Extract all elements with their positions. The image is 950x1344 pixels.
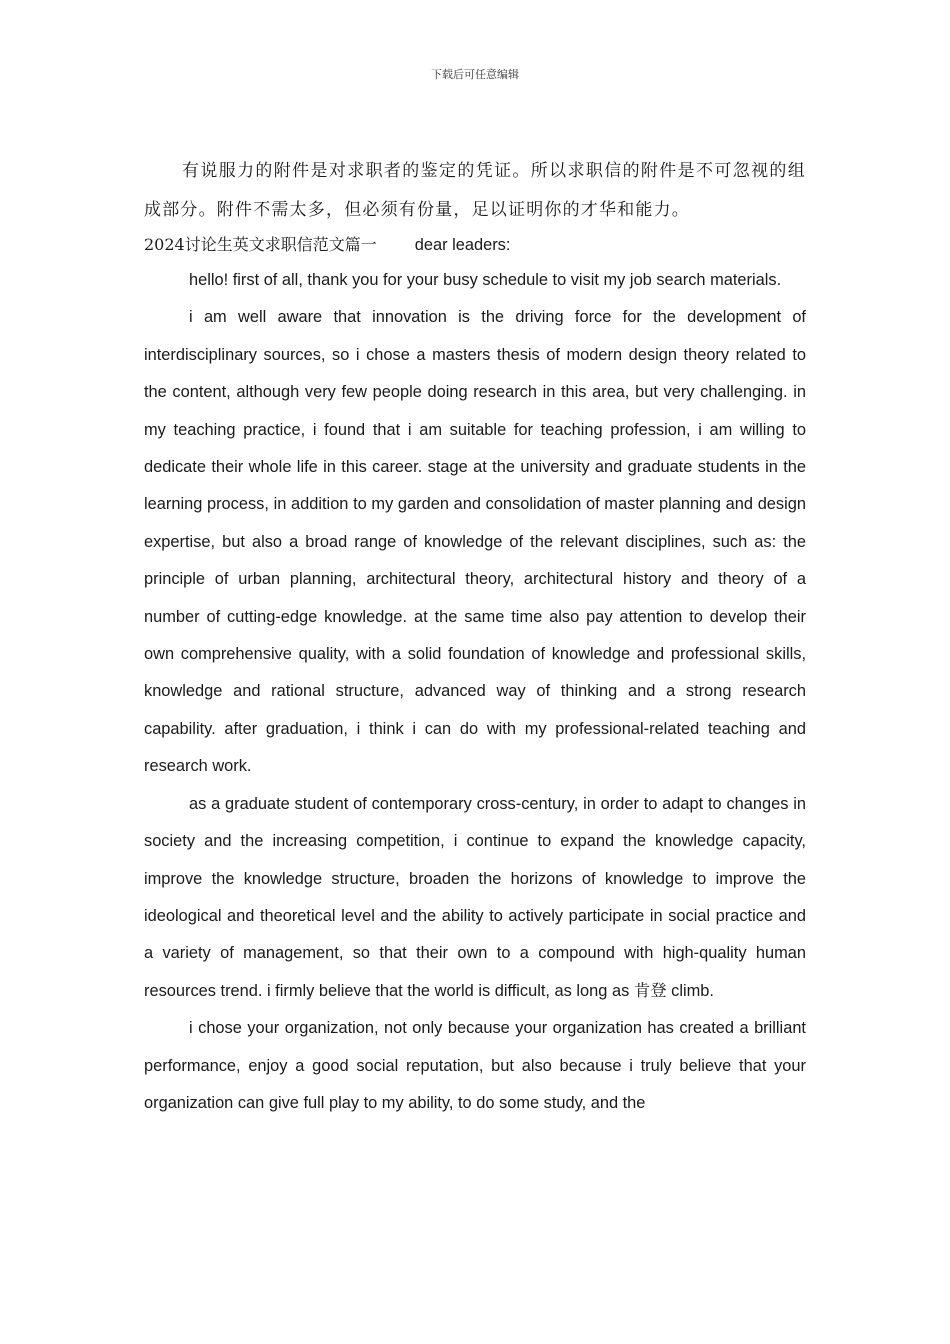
letter-title: 2024讨论生英文求职信范文篇一 — [144, 235, 377, 254]
body-paragraph-4: i chose your organization, not only because your organization has created a brilliant performance, enjoy a good social reputation, but also because i truly believe that your organization can give full play to my ability, to do some study, and the — [144, 1019, 806, 1112]
document-body — [144, 152, 806, 1122]
letter-heading — [144, 230, 806, 260]
letter-greeting: dear leaders: — [414, 236, 511, 254]
page-header: 下载后可任意编辑 — [431, 68, 519, 81]
intro-paragraph: 有说服力的附件是对求职者的鉴定的凭证。所以求职信的附件是不可忽视的组成部分。附件不需太多，但必须有份量，足以证明你的才华和能力。 — [144, 161, 806, 220]
body-paragraph-2: i am well aware that innovation is the driving force for the development of interdisciplinary sources, so i chose a masters thesis of modern design theory related to the content, although very few people doing research in this area, but very challenging. in my teaching practice, i found that i am suitable for teaching profession, i am willing to dedicate their whole life in this career. stage at the university and graduate students in the learning process, in addition to my garden and consolidation of master planning and design expertise, but also a broad range of knowledge of the relevant disciplines, such as: the principle of urban planning, architectural theory, architectural history and theory of a number of cutting-edge knowledge. at the same time also pay attention to develop their own comprehensive quality, with a solid foundation of knowledge and professional skills, knowledge and rational structure, advanced way of thinking and a strong research capability. after graduation, i think i can do with my professional-related teaching and research work. — [144, 308, 806, 776]
body-paragraph-1: hello! first of all, thank you for your busy schedule to visit my job search materials. — [189, 271, 782, 289]
body-paragraph-3: as a graduate student of contemporary cross-century, in order to adapt to changes in society and the increasing competition, i continue to expand the knowledge capacity, improve the knowledge structure, broaden the horizons of knowledge to improve the ideological and theoretical level and the ability to actively participate in social practice and a variety of management, so that their own to a compound with high-quality human resources trend. i firmly believe that the world is difficult, as long as 肯登 climb. — [144, 794, 806, 1000]
